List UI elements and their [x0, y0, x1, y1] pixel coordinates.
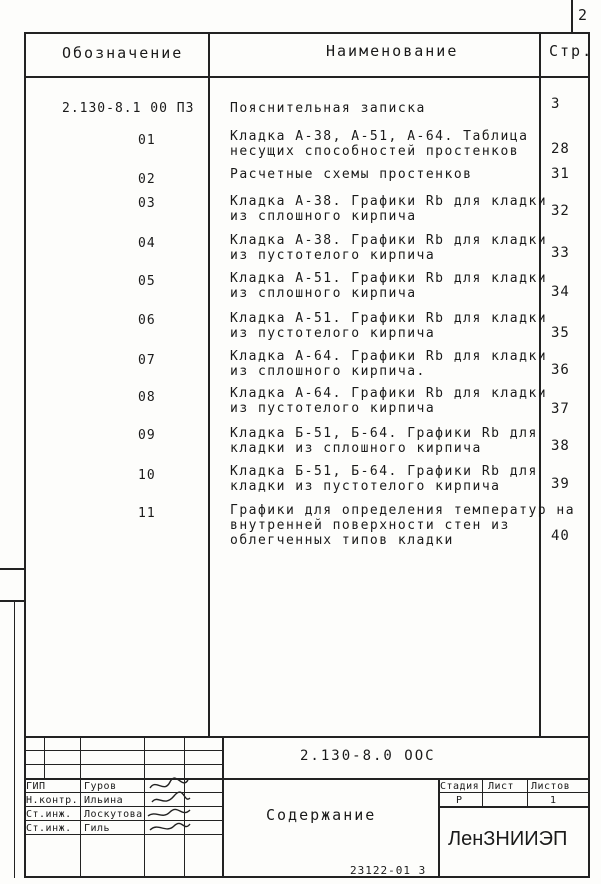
row-page: 31 [551, 166, 570, 182]
row-page: 39 [551, 476, 570, 492]
row-code: 11 [138, 506, 156, 521]
doc-title: Содержание [266, 806, 377, 824]
row-code: 10 [138, 468, 156, 483]
grid-line [24, 750, 222, 751]
titleblock-divider [222, 736, 224, 878]
row-code: 02 [138, 172, 156, 187]
row-page: 36 [551, 362, 570, 378]
row-name: Кладка А-64. Графики Rb для кладки из пустотелого кирпича [230, 386, 548, 416]
person-name: Ильина [84, 795, 124, 806]
signatures-image [144, 776, 194, 838]
grid-col [44, 736, 45, 778]
stage-label: Стадия [440, 781, 480, 792]
header-name: Наименование [326, 42, 459, 60]
row-page: 35 [551, 325, 570, 341]
stage-divider [438, 778, 440, 878]
sheet-value: 1 [550, 795, 557, 806]
margin-mark [0, 568, 24, 570]
row-page: 28 [551, 141, 570, 157]
row-name: Кладка Б-51, Б-64. Графики Rb для кладки из сплошного кирпича [230, 426, 538, 456]
doc-code: 2.130-8.0 ООС [300, 748, 436, 764]
row-code: 07 [138, 353, 156, 368]
row-code: 01 [138, 133, 156, 148]
row-name: Кладка Б-51, Б-64. Графики Rb для кладки из пустотелого кирпича [230, 464, 538, 494]
footer-number: 23122-01 3 [350, 864, 427, 877]
stage-col [482, 778, 483, 806]
sheets-label: Листов [531, 781, 571, 792]
row-page: 3 [551, 96, 561, 112]
row-name: Кладка А-38. Графики Rb для кладки из сплошного кирпича [230, 194, 548, 224]
row-code: 06 [138, 313, 156, 328]
margin-mark [0, 600, 24, 602]
row-page: 40 [551, 528, 570, 544]
row-page: 34 [551, 284, 570, 300]
stage-rule [438, 792, 590, 793]
col-divider-2 [539, 32, 541, 736]
titleblock-top-rule [24, 736, 590, 738]
person-name: Гиль [84, 823, 111, 834]
header-designation: Обозначение [62, 44, 184, 62]
sheet-number: 2 [578, 6, 589, 24]
row-code: 05 [138, 274, 156, 289]
row-page: 33 [551, 245, 570, 261]
row-name: Расчетные схемы простенков [230, 167, 473, 182]
row-code: 03 [138, 196, 156, 211]
role-label: Ст.инж. [26, 809, 72, 820]
row-name: Кладка А-51. Графики Rb для кладки из сплошного кирпича [230, 271, 548, 301]
row-name: Графики для определения температур на внутренней поверхности стен из облегченных типов кладки [230, 503, 576, 548]
row-page: 32 [551, 203, 570, 219]
header-rule [24, 76, 590, 78]
person-name: Лоскутова [84, 809, 143, 820]
row-code: 09 [138, 428, 156, 443]
stage-col [527, 778, 528, 806]
role-label: Ст.инж. [26, 823, 72, 834]
row-name: Кладка А-38, А-51, А-64. Таблица несущих способностей простенков [230, 129, 529, 159]
header-page: Стр. [549, 42, 594, 60]
stage-rule [438, 806, 590, 808]
stage-value: Р [456, 795, 463, 806]
row-name: Кладка А-51. Графики Rb для кладки из пустотелого кирпича [230, 311, 548, 341]
row-page: 38 [551, 438, 570, 454]
row-code: 2.130-8.1 00 ПЗ [62, 101, 195, 116]
grid-col [80, 736, 81, 878]
corner-divider [571, 0, 573, 32]
organization: ЛенЗНИИЭП [448, 828, 568, 850]
margin-strip [14, 600, 15, 878]
row-code: 08 [138, 390, 156, 405]
col-divider-1 [208, 32, 210, 736]
row-code: 04 [138, 236, 156, 251]
row-name: Кладка А-64. Графики Rb для кладки из сплошного кирпича. [230, 349, 548, 379]
row-page: 37 [551, 401, 570, 417]
role-label: Н.контр. [26, 795, 79, 806]
titleblock-code-rule [222, 778, 590, 780]
grid-line [24, 764, 222, 765]
row-name: Кладка А-38. Графики Rb для кладки из пустотелого кирпича [230, 233, 548, 263]
role-label: ГИП [26, 781, 46, 792]
row-name: Пояснительная записка [230, 101, 426, 116]
sheet-label: Лист [488, 781, 515, 792]
person-name: Гуров [84, 781, 117, 792]
